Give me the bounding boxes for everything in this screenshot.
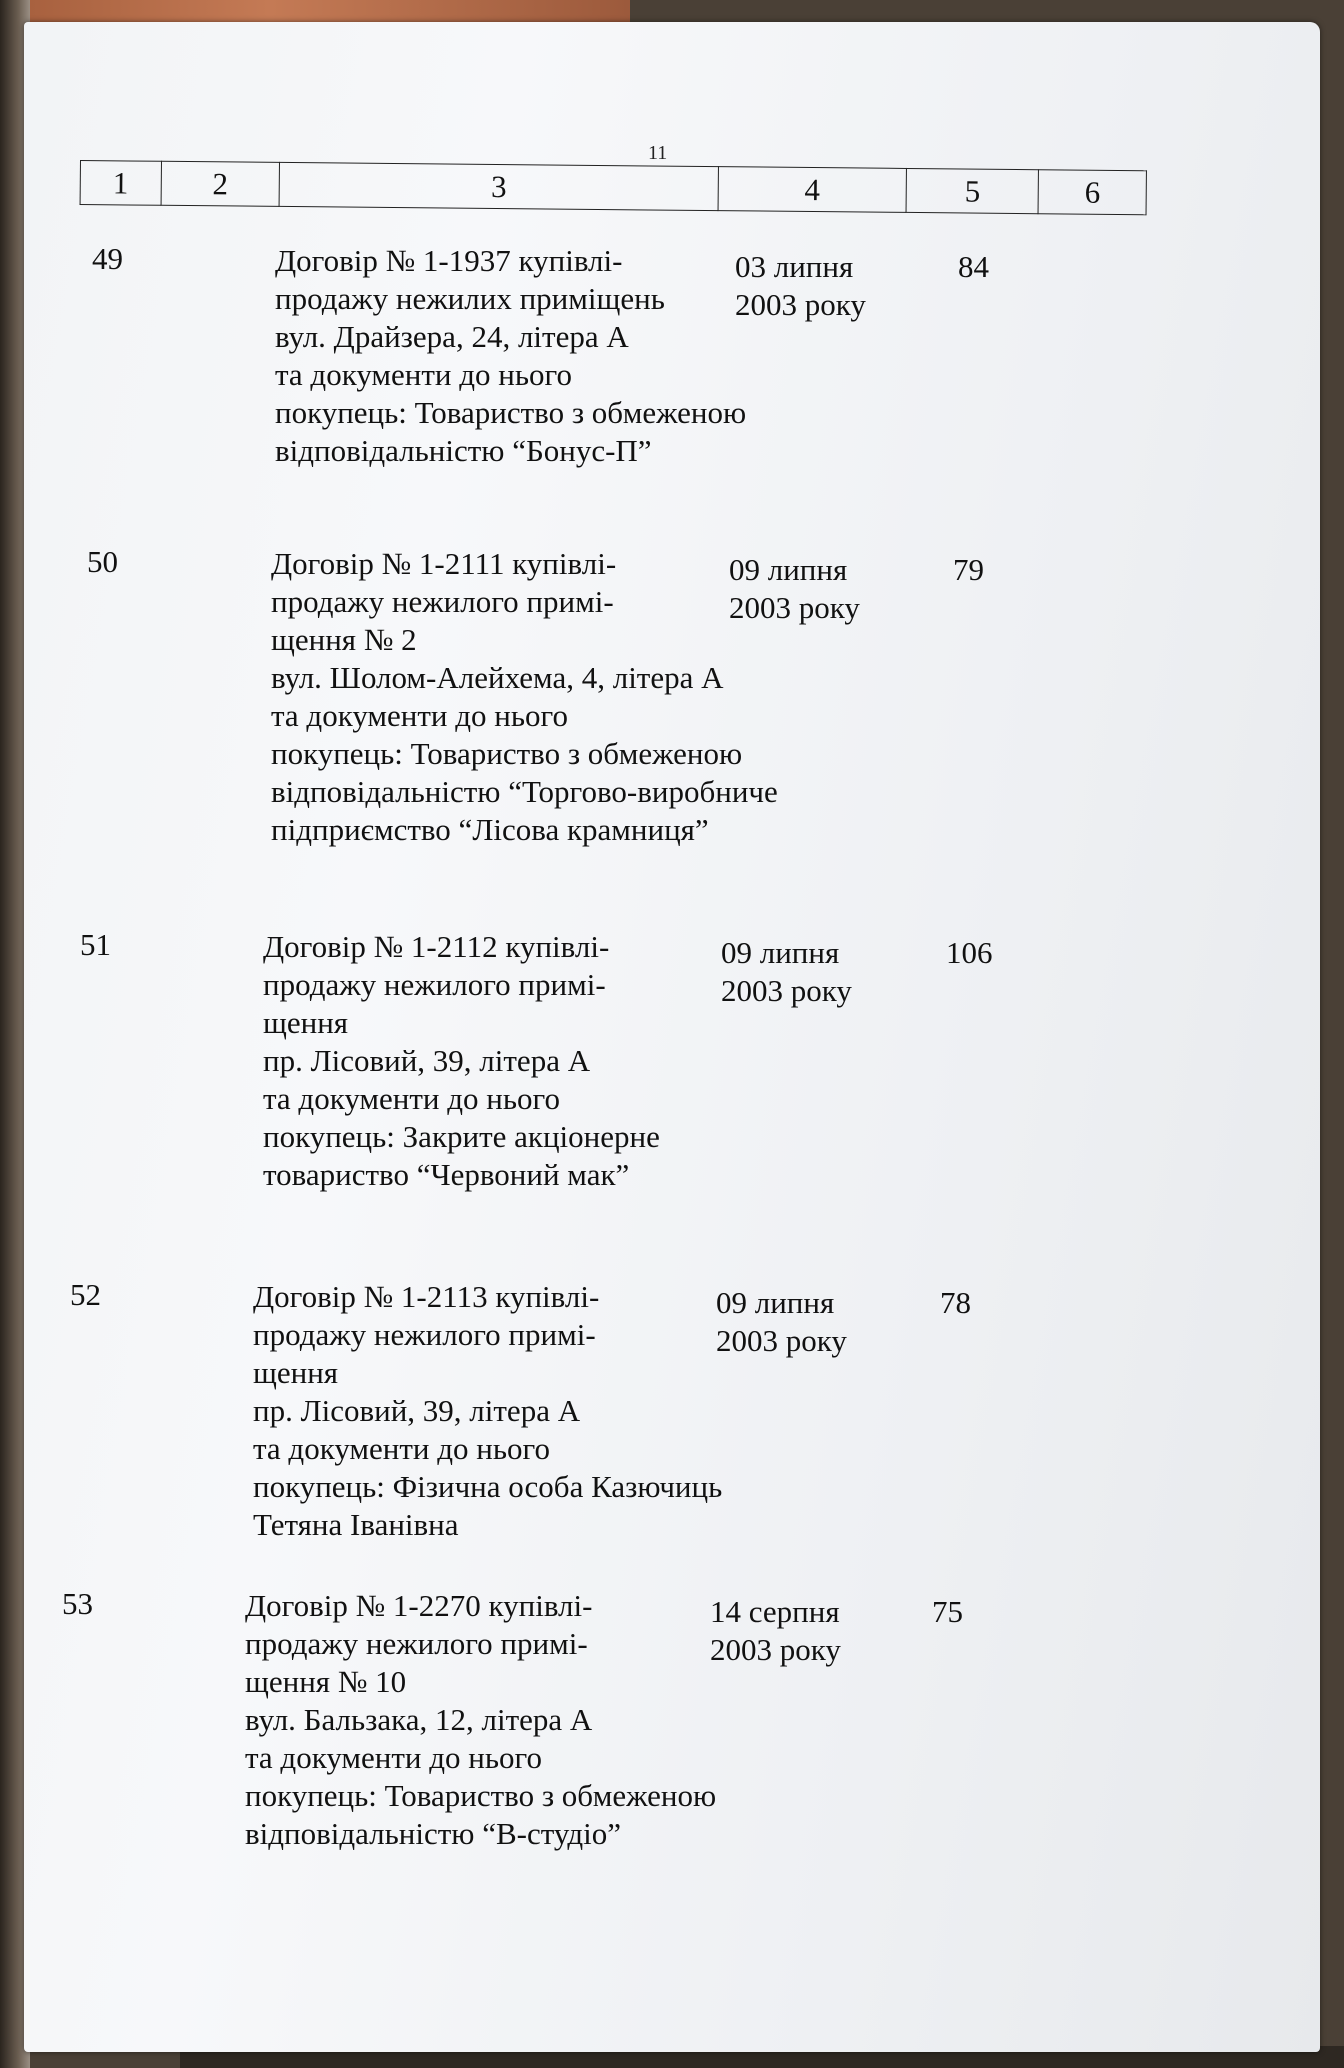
description-line: відповідальністю “Торгово-виробниче bbox=[271, 774, 778, 809]
description-line: відповідальністю “Бонус-П” bbox=[275, 433, 652, 468]
description-line: Договір № 1-1937 купівлі- bbox=[275, 243, 623, 278]
table-row bbox=[87, 543, 1087, 863]
description-line: товариство “Червоний мак” bbox=[263, 1157, 630, 1192]
description-line: вул. Драйзера, 24, літера А bbox=[275, 319, 629, 354]
description-line: покупець: Закрите акціонерне bbox=[263, 1119, 660, 1154]
table-row bbox=[62, 1585, 1062, 1885]
row-pages: 75 bbox=[932, 1594, 963, 1629]
column-header-3: 3 bbox=[279, 162, 718, 210]
row-pages: 106 bbox=[946, 935, 993, 970]
description-line: вул. Шолом-Алейхема, 4, літера А bbox=[271, 660, 724, 695]
row-number: 50 bbox=[87, 544, 118, 579]
date-line: 03 липня bbox=[735, 249, 854, 284]
description-line: та документи до нього bbox=[271, 698, 568, 733]
table-row bbox=[80, 926, 1080, 1216]
date-line: 2003 року bbox=[735, 287, 866, 322]
table-row bbox=[92, 240, 1092, 480]
date-line: 2003 року bbox=[716, 1323, 847, 1358]
row-pages: 84 bbox=[958, 249, 989, 284]
description-line: та документи до нього bbox=[263, 1081, 560, 1116]
row-number: 52 bbox=[70, 1277, 101, 1312]
row-number: 49 bbox=[92, 241, 123, 276]
row-pages: 78 bbox=[940, 1285, 971, 1320]
date-line: 09 липня bbox=[716, 1285, 835, 1320]
description-line: продажу нежилого примі- bbox=[263, 967, 606, 1002]
description-line: пр. Лісовий, 39, літера А bbox=[263, 1043, 591, 1078]
column-header-1: 1 bbox=[80, 161, 161, 206]
description-line: та документи до нього bbox=[245, 1740, 542, 1775]
column-header-4: 4 bbox=[718, 167, 907, 213]
page-number: 11 bbox=[648, 142, 668, 164]
description-line: вул. Бальзака, 12, літера А bbox=[245, 1702, 593, 1737]
row-description bbox=[253, 1278, 793, 1544]
description-line: відповідальністю “В-студіо” bbox=[245, 1816, 622, 1851]
description-line: Договір № 1-2270 купівлі- bbox=[245, 1588, 593, 1623]
description-line: та документи до нього bbox=[253, 1431, 550, 1466]
date-line: 2003 року bbox=[729, 590, 860, 625]
description-line: покупець: Товариство з обмеженою bbox=[275, 395, 747, 430]
date-line: 09 липня bbox=[721, 935, 840, 970]
date-line: 14 серпня bbox=[710, 1594, 840, 1629]
description-line: та документи до нього bbox=[275, 357, 572, 392]
row-description bbox=[275, 242, 815, 470]
row-date bbox=[735, 248, 905, 324]
description-line: продажу нежилого примі- bbox=[253, 1317, 596, 1352]
description-line: щення № 10 bbox=[245, 1664, 407, 1699]
row-date bbox=[729, 551, 899, 627]
column-header-5: 5 bbox=[906, 168, 1039, 213]
description-line: пр. Лісовий, 39, літера А bbox=[253, 1393, 581, 1428]
column-header-6: 6 bbox=[1038, 170, 1146, 215]
description-line: Договір № 1-2112 купівлі- bbox=[263, 929, 610, 964]
row-date bbox=[721, 934, 891, 1010]
date-line: 2003 року bbox=[710, 1632, 841, 1667]
date-line: 09 липня bbox=[729, 552, 848, 587]
description-line: покупець: Товариство з обмеженою bbox=[245, 1778, 717, 1813]
column-header-2: 2 bbox=[161, 161, 280, 206]
description-line: продажу нежилого примі- bbox=[245, 1626, 588, 1661]
description-line: Договір № 1-2111 купівлі- bbox=[271, 546, 617, 581]
row-number: 51 bbox=[80, 927, 111, 962]
row-pages: 79 bbox=[953, 552, 984, 587]
row-date bbox=[710, 1593, 880, 1669]
description-line: щення № 2 bbox=[271, 622, 417, 657]
description-line: продажу нежилих приміщень bbox=[275, 281, 665, 316]
description-line: продажу нежилого примі- bbox=[271, 584, 614, 619]
row-date bbox=[716, 1284, 886, 1360]
row-description bbox=[245, 1587, 785, 1853]
description-line: щення bbox=[263, 1005, 349, 1040]
date-line: 2003 року bbox=[721, 973, 852, 1008]
description-line: Тетяна Іванівна bbox=[253, 1507, 459, 1542]
description-line: підприємство “Лісова крамниця” bbox=[271, 812, 709, 847]
description-line: Договір № 1-2113 купівлі- bbox=[253, 1279, 600, 1314]
description-line: покупець: Товариство з обмеженою bbox=[271, 736, 743, 771]
description-line: покупець: Фізична особа Казючиць bbox=[253, 1469, 723, 1504]
row-number: 53 bbox=[62, 1586, 93, 1621]
table-row bbox=[70, 1276, 1070, 1566]
description-line: щення bbox=[253, 1355, 339, 1390]
